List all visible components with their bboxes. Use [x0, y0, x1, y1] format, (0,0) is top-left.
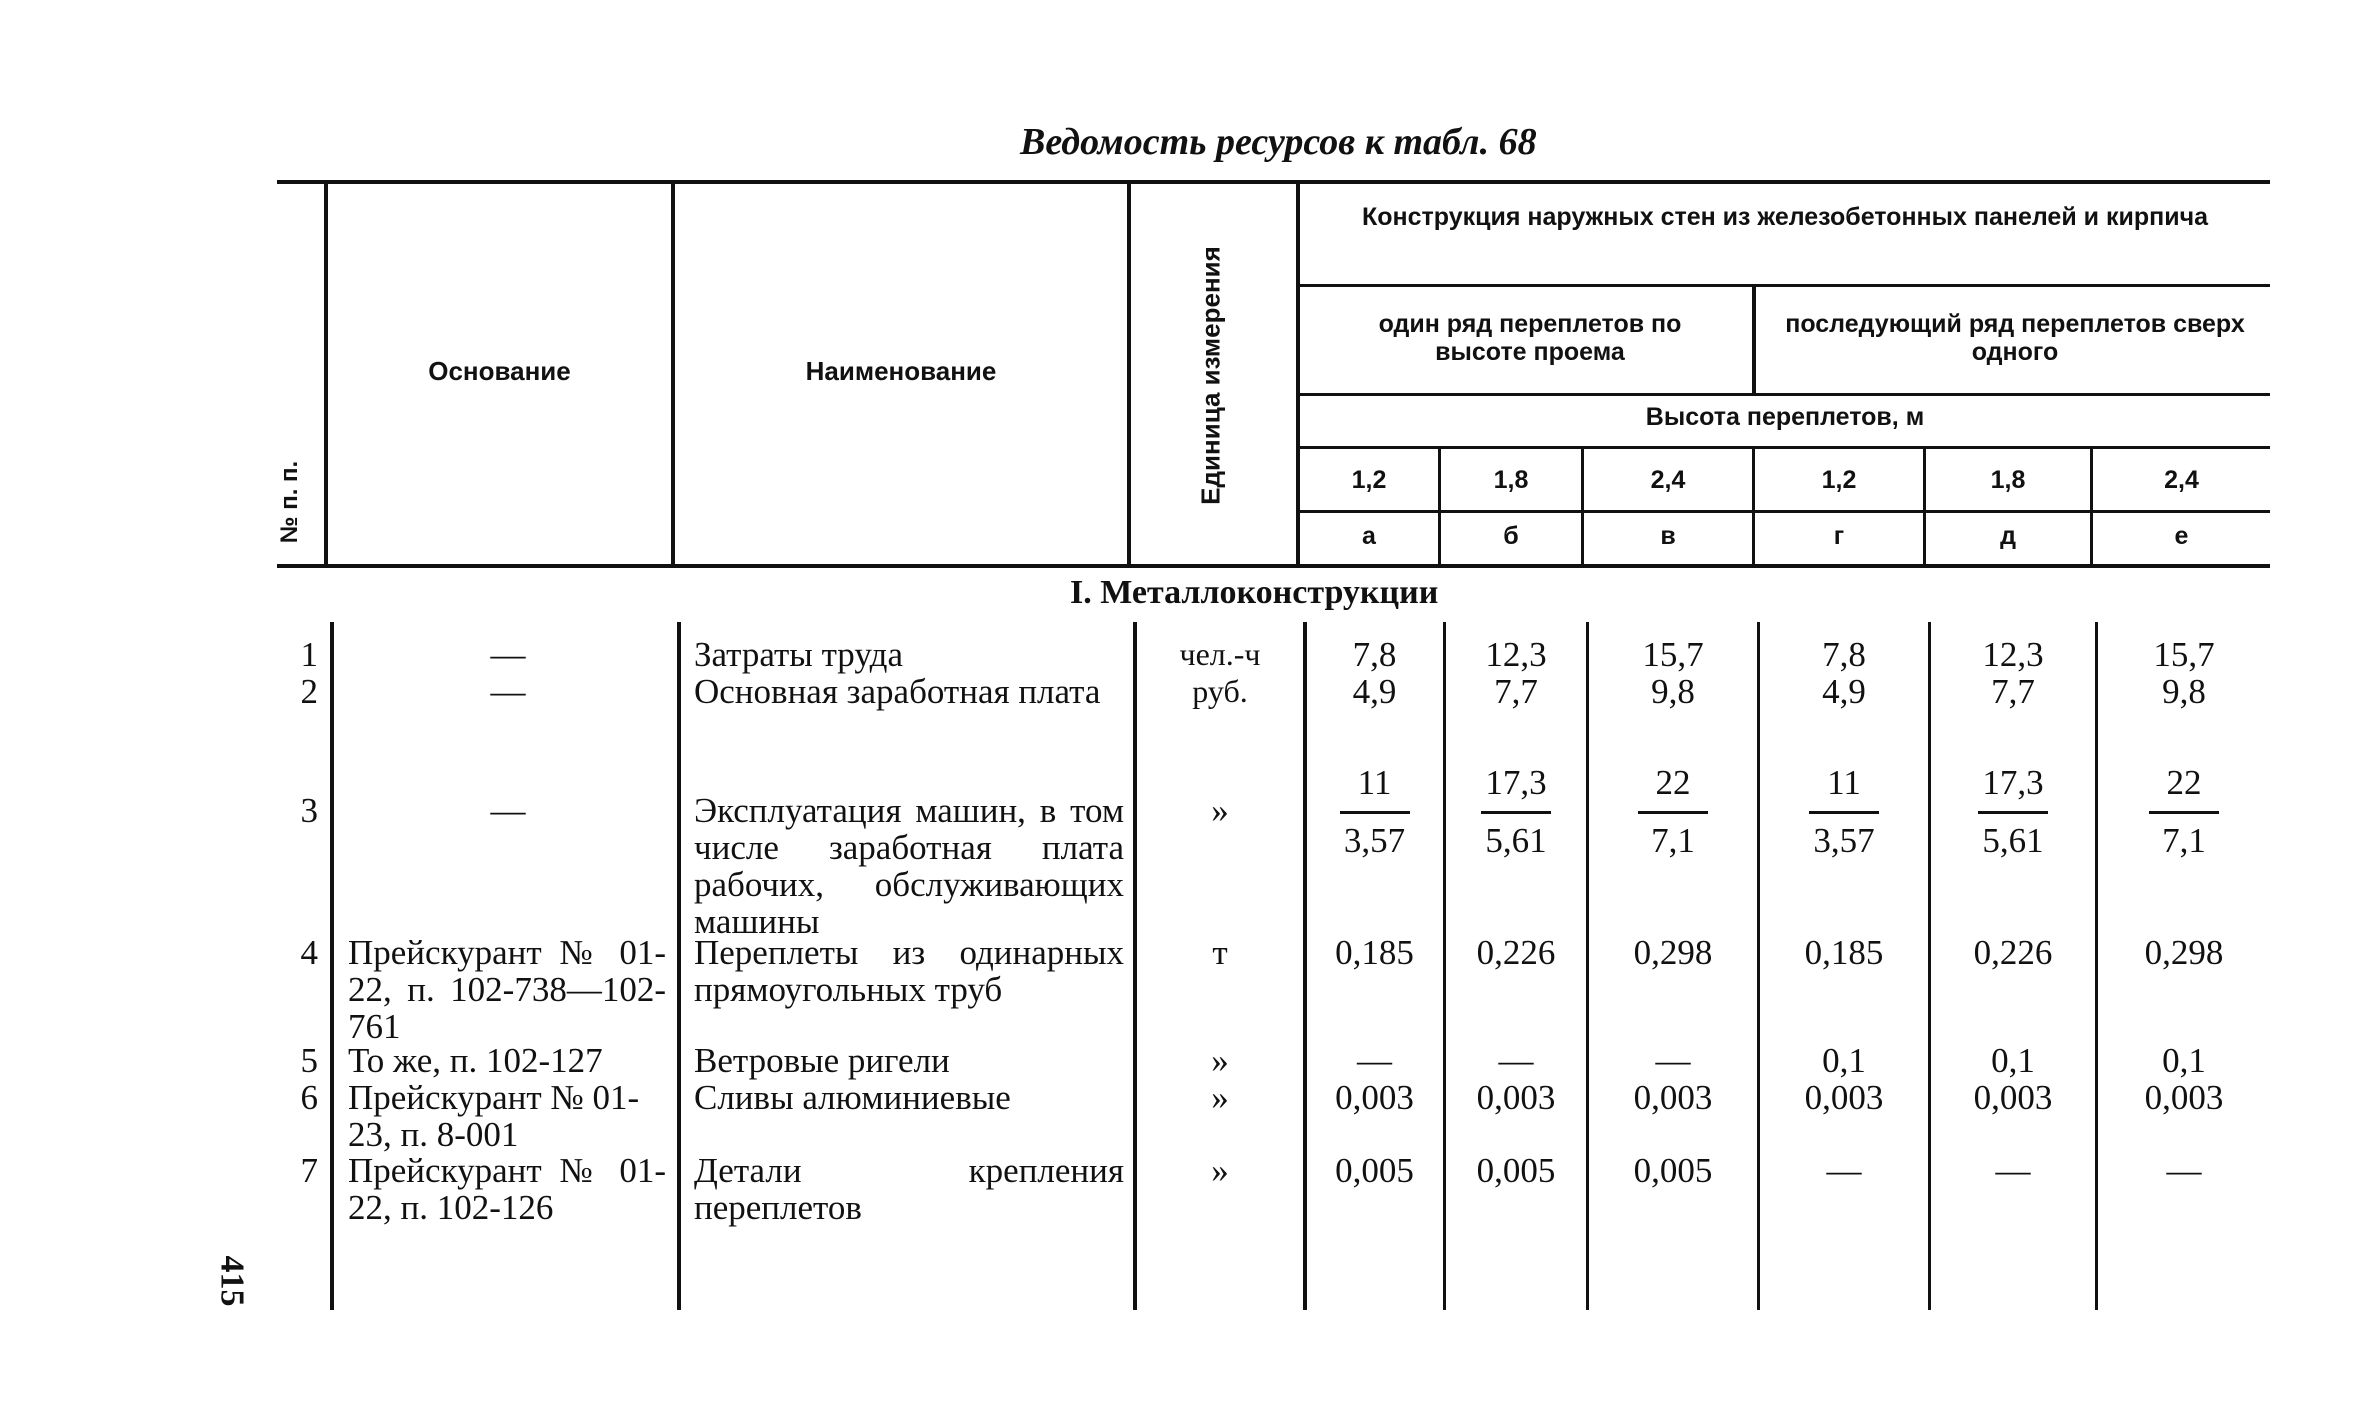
letter-c: в [1660, 522, 1676, 550]
row-5-val-d: 0,1 [1822, 1041, 1866, 1080]
row-3-frac-e [1931, 764, 2095, 859]
row-6-num: 6 [300, 1078, 318, 1117]
row-5-val-a: — [1357, 1041, 1392, 1080]
row-3-den-d: 3,57 [1813, 821, 1875, 860]
row-5-val-e: 0,1 [1991, 1041, 2035, 1080]
header-group-1-text: один ряд переплетов по высоте проема [1378, 310, 1682, 366]
row-1-val-d: 7,8 [1822, 635, 1866, 674]
row-7-unit: » [1211, 1151, 1229, 1190]
row-6-val-c: 0,003 [1633, 1078, 1713, 1117]
row-3-name: Эксплуатация машин, в том числе заработная плата рабочих, обслуживающих машины [694, 791, 1124, 941]
row-4-val-b: 0,226 [1476, 933, 1556, 972]
row-6-val-e: 0,003 [1973, 1078, 2053, 1117]
row-4-num: 4 [300, 933, 318, 972]
row-4-val-c: 0,298 [1633, 933, 1713, 972]
row-3-num-b: 17,3 [1485, 763, 1547, 802]
row-7-val-e: — [1995, 1151, 2031, 1190]
header-vline-3 [1127, 184, 1131, 564]
letter-f: е [2174, 522, 2189, 550]
row-3-num-f: 22 [2166, 763, 2202, 802]
header-construction-text: Конструкция наружных стен из железобетонных панелей и кирпича [1362, 203, 2208, 231]
row-1-basis: — [490, 635, 526, 674]
letter-a: а [1362, 522, 1376, 550]
row-5-unit: » [1211, 1041, 1229, 1080]
header-vline-4 [1296, 184, 1300, 564]
row-2-basis: — [490, 672, 526, 711]
body-vline-1 [330, 622, 334, 1310]
row-5-num: 5 [300, 1041, 318, 1080]
row-7-val-a: 0,005 [1335, 1151, 1414, 1190]
row-5-basis: То же, п. 102-127 [348, 1041, 603, 1080]
header-num-label: № п. п. [276, 460, 303, 544]
height-a: 1,2 [1351, 466, 1387, 494]
row-3-num-e: 17,3 [1982, 763, 2044, 802]
row-2-name: Основная заработная плата [694, 672, 1101, 711]
height-b: 1,8 [1493, 466, 1529, 494]
height-d: 1,2 [1821, 466, 1857, 494]
row-6-val-f: 0,003 [2144, 1078, 2224, 1117]
row-1-val-c: 15,7 [1642, 635, 1704, 674]
row-4-val-f: 0,298 [2144, 933, 2224, 972]
header-construction [1300, 203, 2270, 231]
height-rule [1300, 446, 2270, 449]
row-6-name: Сливы алюминиевые [694, 1078, 1011, 1117]
row-1-val-b: 12,3 [1485, 635, 1547, 674]
row-7-basis: Прейскурант № 01-22, п. 102-126 [348, 1151, 666, 1227]
header-group-2-text: последующий ряд переплетов сверх одного [1785, 310, 2245, 366]
header-group-1 [1330, 310, 1730, 366]
row-6-unit: » [1211, 1078, 1229, 1117]
row-3-frac-c [1589, 764, 1757, 859]
row-3-num: 3 [300, 791, 318, 830]
row-5-val-f: 0,1 [2162, 1041, 2206, 1080]
row-3-num-a: 11 [1357, 763, 1392, 802]
row-3-den-c: 7,1 [1651, 821, 1695, 860]
height-c: 2,4 [1650, 466, 1686, 494]
height-e: 1,8 [1990, 466, 2026, 494]
row-1-val-a: 7,8 [1352, 635, 1397, 674]
row-3-frac-b [1446, 764, 1586, 859]
row-6-val-a: 0,003 [1335, 1078, 1414, 1117]
table-title: Ведомость ресурсов к табл. 68 [1020, 121, 1537, 163]
row-4-basis: Прейскурант № 01-22, п. 102-738—102-761 [348, 933, 666, 1046]
row-7-val-b: 0,005 [1476, 1151, 1556, 1190]
construction-rule [1300, 284, 2270, 287]
row-3-frac-d [1760, 764, 1928, 859]
header-height-label: Высота переплетов, м [1645, 403, 1925, 431]
row-2-unit: руб. [1192, 673, 1248, 709]
row-5-val-b: — [1498, 1041, 1534, 1080]
row-6-val-b: 0,003 [1476, 1078, 1556, 1117]
row-3-den-b: 5,61 [1485, 821, 1547, 860]
height-f: 2,4 [2164, 466, 2199, 494]
row-7-val-d: — [1826, 1151, 1862, 1190]
row-7-name: Детали крепления переплетов [694, 1151, 1124, 1227]
row-4-unit: т [1212, 933, 1228, 972]
row-2-val-d: 4,9 [1822, 672, 1866, 711]
row-3-frac-f [2098, 764, 2270, 859]
header-unit-label: Единица измерения [1195, 246, 1226, 505]
header-vline-5 [1752, 287, 1756, 393]
row-3-num-d: 11 [1827, 763, 1861, 802]
letter-b: б [1503, 522, 1519, 550]
row-1-name: Затраты труда [694, 635, 903, 674]
row-2-val-f: 9,8 [2162, 672, 2206, 711]
letters-rule [1300, 510, 2270, 513]
letter-e: д [2000, 522, 2016, 550]
row-4-val-a: 0,185 [1335, 933, 1414, 972]
row-6-basis: Прейскурант № 01-23, п. 8-001 [348, 1078, 640, 1154]
row-6-val-d: 0,003 [1804, 1078, 1884, 1117]
row-2-val-a: 4,9 [1352, 672, 1397, 711]
row-7-val-c: 0,005 [1633, 1151, 1713, 1190]
row-4-val-d: 0,185 [1804, 933, 1884, 972]
row-1-val-e: 12,3 [1982, 635, 2044, 674]
row-3-unit: » [1211, 791, 1229, 830]
row-3-basis: — [490, 791, 526, 830]
row-5-val-c: — [1655, 1041, 1691, 1080]
top-rule [277, 180, 2270, 184]
header-basis-label: Основание [428, 356, 571, 386]
row-3-num-c: 22 [1655, 763, 1691, 802]
row-7-val-f: — [2166, 1151, 2202, 1190]
letter-d: г [1833, 522, 1845, 550]
row-2-val-e: 7,7 [1991, 672, 2035, 711]
row-2-num: 2 [300, 672, 318, 711]
row-5-name: Ветровые ригели [694, 1041, 950, 1080]
row-1-num: 1 [300, 635, 318, 674]
header-group-2 [1780, 310, 2250, 366]
header-bottom-rule [277, 564, 2270, 568]
header-name-label: Наименование [805, 356, 997, 386]
row-2-val-c: 9,8 [1651, 672, 1695, 711]
row-3-frac-a [1306, 764, 1443, 859]
row-4-val-e: 0,226 [1973, 933, 2053, 972]
body-vline-3 [1133, 622, 1137, 1310]
row-1-unit: чел.-ч [1179, 636, 1261, 672]
row-4-name: Переплеты из одинарных прямоугольных труб [694, 933, 1124, 1009]
section-heading: I. Металлоконструкции [1070, 574, 1439, 611]
row-3-den-e: 5,61 [1982, 821, 2044, 860]
row-1-val-f: 15,7 [2153, 635, 2215, 674]
row-7-num: 7 [300, 1151, 318, 1190]
body-vline-2 [677, 622, 681, 1310]
row-3-den-a: 3,57 [1343, 821, 1406, 860]
group-rule [1300, 393, 2270, 396]
row-2-val-b: 7,7 [1494, 672, 1538, 711]
page-number: 415 [213, 1255, 251, 1307]
row-3-den-f: 7,1 [2162, 821, 2206, 860]
